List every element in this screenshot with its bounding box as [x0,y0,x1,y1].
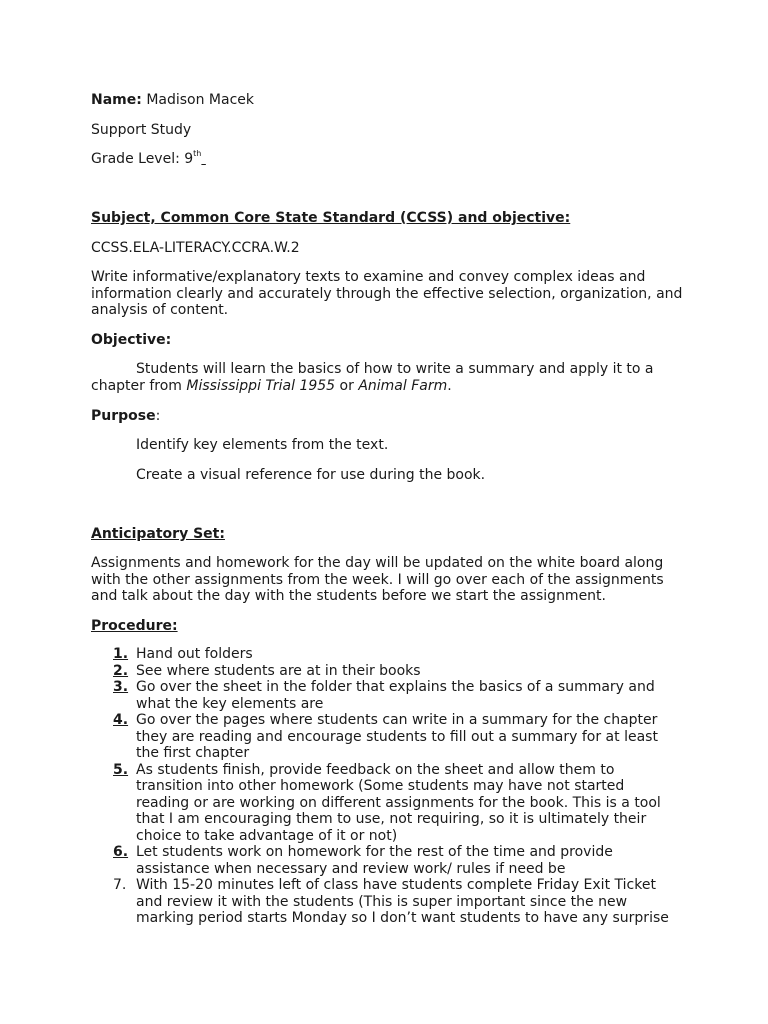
anticipatory-heading: Anticipatory Set: [91,526,225,542]
grade-line [91,151,686,168]
step-text: With 15-20 minutes left of class have students complete Friday Exit Ticket and review it with the students (This is super important since the new marking period starts Monday so I don’t want students to have any surprise [136,877,669,926]
name-line [91,92,686,109]
standard-text: Write informative/explanatory texts to examine and convey complex ideas and information clearly and accurately through the effective selection, organization, and analysis of content. [91,269,683,318]
course-line: Support Study [91,122,192,138]
step-text: Go over the sheet in the folder that explains the basics of a summary and what the key elements are [136,679,655,712]
purpose-label-line: Purpose: [91,408,161,424]
procedure-heading: Procedure: [91,618,178,634]
step-number: 6. [113,844,129,860]
purpose-item: Identify key elements from the text. [136,437,389,453]
procedure-step [91,762,681,845]
step-text: Let students work on homework for the rest of the time and provide assistance when necessary and review work/ rules if need be [136,844,613,877]
procedure-step [91,646,681,663]
step-text: Go over the pages where students can write in a summary for the chapter they are reading and encourage students to fill out a summary for at least the first chapter [136,712,658,761]
grade-superscript: th [193,149,202,158]
step-number: 4. [113,712,129,728]
book-title-mississippi: Mississippi Trial 1955 [186,377,336,394]
step-text: See where students are at in their books [136,662,421,679]
step-number: 1. [113,646,129,662]
step-text: As students finish, provide feedback on the sheet and allow them to transition into other homework (Some students may have not started reading or are working on different assignments for the book. This is a tool that I am encouraging them to use, not requiring, so it is ultimately their choice to take advantage of it or not) [136,761,661,844]
procedure-step [91,844,681,877]
procedure-step [91,877,681,927]
step-number: 2. [113,662,129,679]
step-text: Hand out folders [136,646,253,662]
name-value: Madison Macek [146,92,255,108]
name-label: Name: [91,92,142,108]
step-number: 3. [113,679,129,695]
step-number: 7. [113,877,127,893]
procedure-list [91,646,681,927]
objective-text: Students will learn the basics of how to write a summary and apply it to a chapter from Mississippi Trial 1955 or Animal Farm. [91,361,654,394]
standard-heading: Subject, Common Core State Standard (CCSS) and objective: [91,210,571,226]
purpose-label: Purpose [91,408,156,424]
grade-label: Grade Level: 9 [91,151,194,167]
book-title-animal-farm: Animal Farm [358,377,448,394]
procedure-step [91,663,681,680]
procedure-step [91,679,681,712]
objective-label: Objective: [91,332,172,348]
procedure-step [91,712,681,762]
standard-code: CCSS.ELA-LITERACY.CCRA.W.2 [91,240,300,256]
step-number: 5. [113,761,129,778]
anticipatory-text: Assignments and homework for the day will be updated on the white board along with the other assignments from the week. I will go over each of the assignments and talk about the day with the students before we start the assignment. [91,555,664,604]
purpose-item: Create a visual reference for use during the book. [136,467,486,483]
